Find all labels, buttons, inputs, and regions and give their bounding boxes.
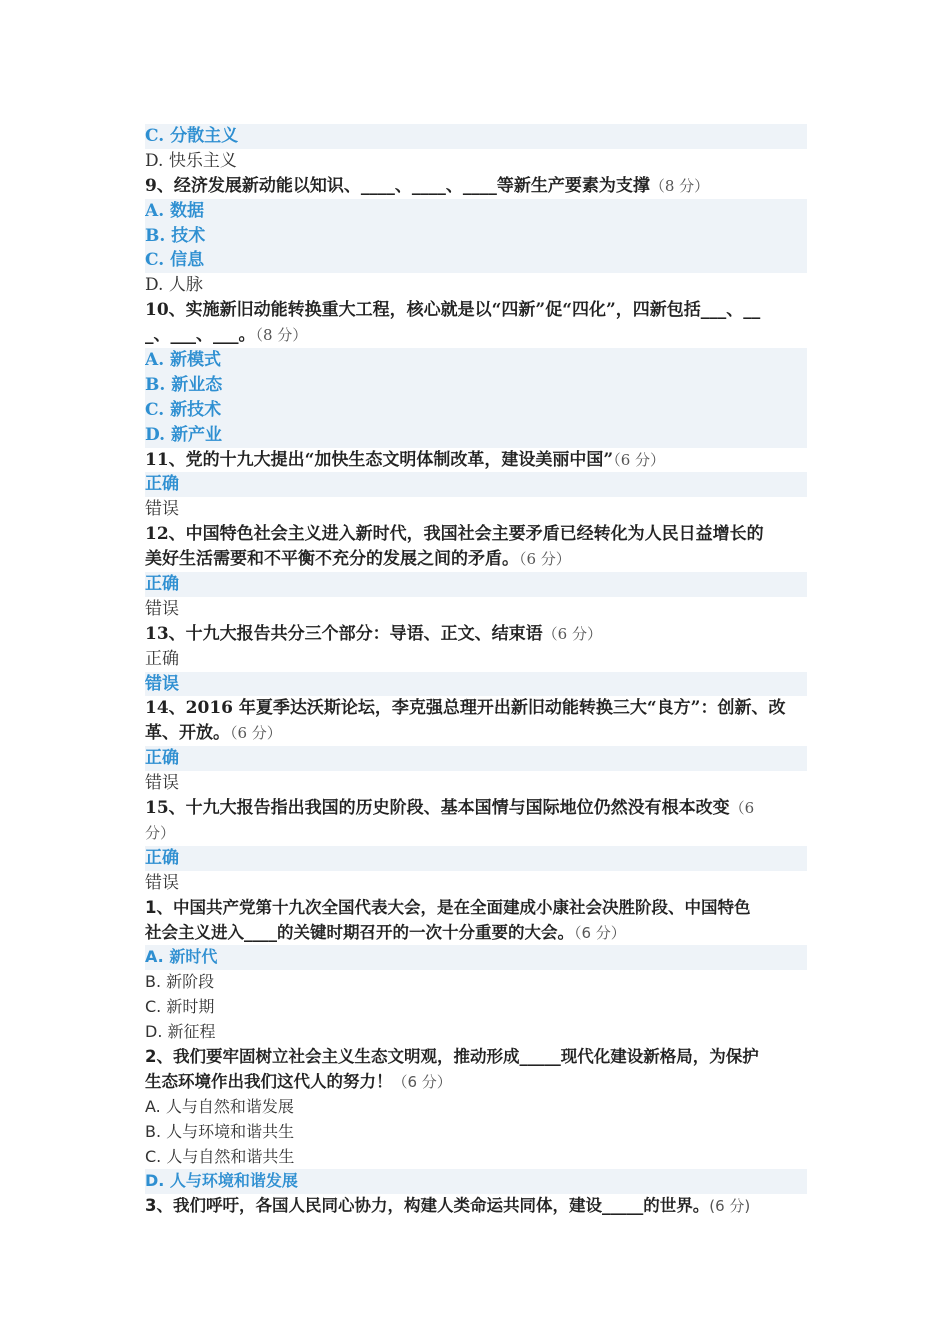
answer-option-selected[interactable]: D. 新产业 xyxy=(145,423,807,448)
answer-option-selected[interactable]: 正确 xyxy=(145,572,807,597)
question-score: （6 分） xyxy=(613,450,666,469)
question-text: _、___、___。 xyxy=(145,325,256,346)
question-text: 生态环境作出我们这代人的努力！ xyxy=(145,1071,393,1091)
question-text: 15、十九大报告指出我国的历史阶段、基本国情与国际地位仍然没有根本改变 xyxy=(145,798,730,819)
question-line xyxy=(145,547,807,572)
question-text: 13、十九大报告共分三个部分：导语、正文、结束语 xyxy=(145,623,543,644)
question-text: 9、经济发展新动能以知识、____、____、____等新生产要素为支撑 xyxy=(145,175,650,196)
question-line xyxy=(145,323,807,348)
question-line xyxy=(145,174,807,199)
answer-option[interactable]: 错误 xyxy=(145,499,179,520)
answer-option-selected[interactable]: B. 新业态 xyxy=(145,373,807,398)
question-line xyxy=(145,622,807,647)
question-score: (6 分) xyxy=(709,1197,751,1216)
answer-option-selected[interactable]: D. 人与环境和谐发展 xyxy=(145,1169,807,1194)
question-score: （6 分） xyxy=(392,1072,452,1091)
question-text: 11、党的十九大提出“加快生态文明体制改革，建设美丽中国” xyxy=(145,449,614,470)
answer-option-selected[interactable]: 正确 xyxy=(145,846,807,871)
question-score: （8 分） xyxy=(255,326,308,345)
answer-option[interactable]: 正确 xyxy=(145,648,179,669)
question-text: 3、我们呼吁，各国人民同心协力，构建人类命运共同体，建设_____的世界。 xyxy=(145,1196,710,1216)
answer-option-selected[interactable]: 正确 xyxy=(145,746,807,771)
question-text: 革、开放。 xyxy=(145,723,230,744)
question-line xyxy=(145,1194,807,1219)
question-line xyxy=(145,522,807,547)
answer-option[interactable]: B. 人与环境和谐共生 xyxy=(145,1121,295,1141)
answer-option[interactable]: C. 新时期 xyxy=(145,997,215,1017)
question-score: （8 分） xyxy=(649,176,710,195)
question-line xyxy=(145,448,807,473)
answer-option-selected[interactable]: 正确 xyxy=(145,472,807,497)
question-line xyxy=(145,1045,807,1070)
question-line xyxy=(145,796,807,821)
question-line xyxy=(145,721,807,746)
answer-option[interactable]: B. 新阶段 xyxy=(145,972,215,992)
question-score: （6 分） xyxy=(230,724,282,743)
question-score: （6 xyxy=(729,799,755,818)
question-line xyxy=(145,896,807,921)
question-text: 美好生活需要和不平衡不充分的发展之间的矛盾。 xyxy=(145,549,519,570)
answer-option[interactable]: 错误 xyxy=(145,773,179,794)
question-text: 2、我们要牢固树立社会主义生态文明观，推动形成_____现代化建设新格局，为保护 xyxy=(145,1046,759,1066)
question-text: 10、实施新旧动能转换重大工程，核心就是以“四新”促“四化”，四新包括___、__ xyxy=(145,300,761,321)
answer-option-selected[interactable]: C. 分散主义 xyxy=(145,124,807,149)
answer-option[interactable]: D. 快乐主义 xyxy=(145,150,237,171)
question-score: （6 分） xyxy=(519,550,571,569)
question-line xyxy=(145,298,807,323)
question-score: （6 分） xyxy=(542,624,602,643)
quiz-document xyxy=(145,124,807,1219)
answer-option[interactable]: 错误 xyxy=(145,598,179,619)
question-text: 12、中国特色社会主义进入新时代，我国社会主要矛盾已经转化为人民日益增长的 xyxy=(145,524,764,545)
question-text: 社会主义进入____的关键时期召开的一次十分重要的大会。 xyxy=(145,922,574,942)
question-text: 1、中国共产党第十九次全国代表大会，是在全面建成小康社会决胜阶段、中国特色 xyxy=(145,897,751,917)
question-line xyxy=(145,821,807,846)
question-line xyxy=(145,921,807,946)
question-line xyxy=(145,696,807,721)
answer-option-selected[interactable]: C. 新技术 xyxy=(145,398,807,423)
question-score: 分） xyxy=(145,823,176,842)
answer-option[interactable]: C. 人与自然和谐共生 xyxy=(145,1146,295,1166)
answer-option[interactable]: D. 新征程 xyxy=(145,1022,216,1042)
answer-option-selected[interactable]: A. 数据 xyxy=(145,199,807,224)
answer-option[interactable]: D. 人脉 xyxy=(145,275,203,296)
answer-option[interactable]: A. 人与自然和谐发展 xyxy=(145,1096,294,1116)
answer-option-selected[interactable]: 错误 xyxy=(145,672,807,697)
answer-option-selected[interactable]: A. 新时代 xyxy=(145,945,807,970)
question-line xyxy=(145,1070,807,1095)
answer-option[interactable]: 错误 xyxy=(145,872,179,893)
question-score: （6 分） xyxy=(574,923,626,942)
answer-option-selected[interactable]: A. 新模式 xyxy=(145,348,807,373)
question-text: 14、2016 年夏季达沃斯论坛，李克强总理开出新旧动能转换三大“良方”：创新、改 xyxy=(145,698,786,719)
answer-option-selected[interactable]: B. 技术 xyxy=(145,224,807,249)
answer-option-selected[interactable]: C. 信息 xyxy=(145,248,807,273)
